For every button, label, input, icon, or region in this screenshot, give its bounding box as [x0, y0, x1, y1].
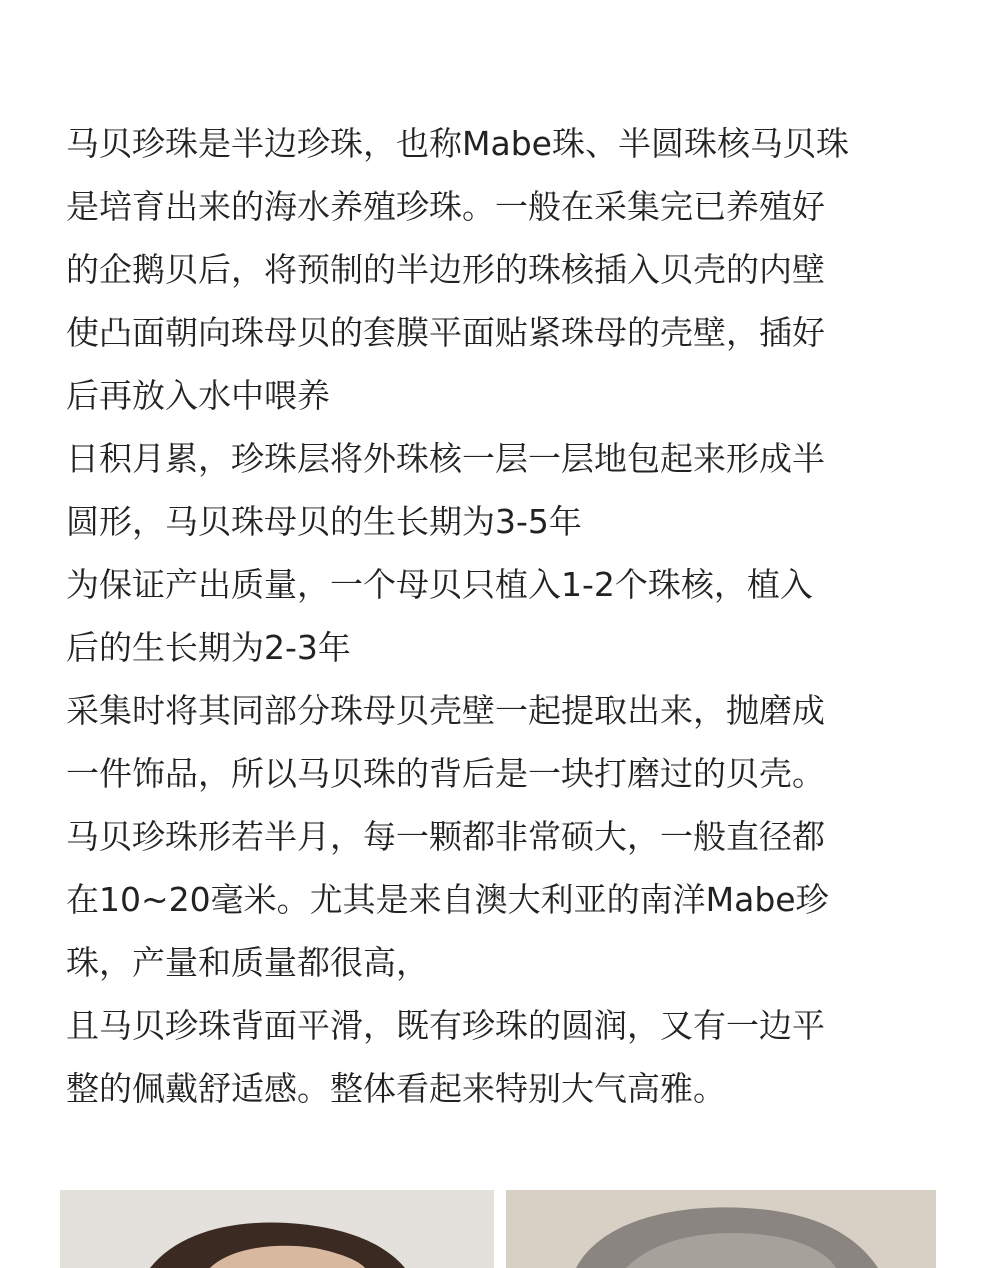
- article-line: 在10~20毫米。尤其是来自澳大利亚的南洋Mabe珍: [66, 880, 829, 919]
- article-line: 一件饰品，所以马贝珠的背后是一块打磨过的贝壳。: [66, 754, 825, 793]
- article-line: 马贝珍珠形若半月，每一颗都非常硕大，一般直径都: [66, 817, 825, 856]
- article-line: 是培育出来的海水养殖珍珠。一般在采集完已养殖好: [66, 187, 825, 226]
- photo-right[interactable]: [506, 1190, 936, 1268]
- article-line: 的企鹅贝后，将预制的半边形的珠核插入贝壳的内壁: [66, 250, 825, 289]
- article-body: [66, 112, 966, 1120]
- article-line: 采集时将其同部分珠母贝壳壁一起提取出来，抛磨成: [66, 691, 825, 730]
- article-line: 日积月累，珍珠层将外珠核一层一层地包起来形成半: [66, 439, 825, 478]
- article-line: 珠，产量和质量都很高，: [66, 943, 429, 982]
- article-line: 为保证产出质量，一个母贝只植入1-2个珠核，植入: [66, 565, 813, 604]
- portrait-image-icon: [60, 1190, 494, 1268]
- photo-row: [0, 1190, 990, 1268]
- portrait-image-icon: [506, 1190, 936, 1268]
- article-line: 马贝珍珠是半边珍珠，也称Mabe珠、半圆珠核马贝珠: [66, 124, 849, 163]
- article-line: 整的佩戴舒适感。整体看起来特别大气高雅。: [66, 1069, 726, 1108]
- article-line: 后的生长期为2-3年: [66, 628, 351, 667]
- article-line: 圆形，马贝珠母贝的生长期为3-5年: [66, 502, 582, 541]
- article-line: 后再放入水中喂养: [66, 376, 330, 415]
- article-line: 使凸面朝向珠母贝的套膜平面贴紧珠母的壳壁，插好: [66, 313, 825, 352]
- photo-left[interactable]: [60, 1190, 494, 1268]
- article-line: 且马贝珍珠背面平滑，既有珍珠的圆润，又有一边平: [66, 1006, 825, 1045]
